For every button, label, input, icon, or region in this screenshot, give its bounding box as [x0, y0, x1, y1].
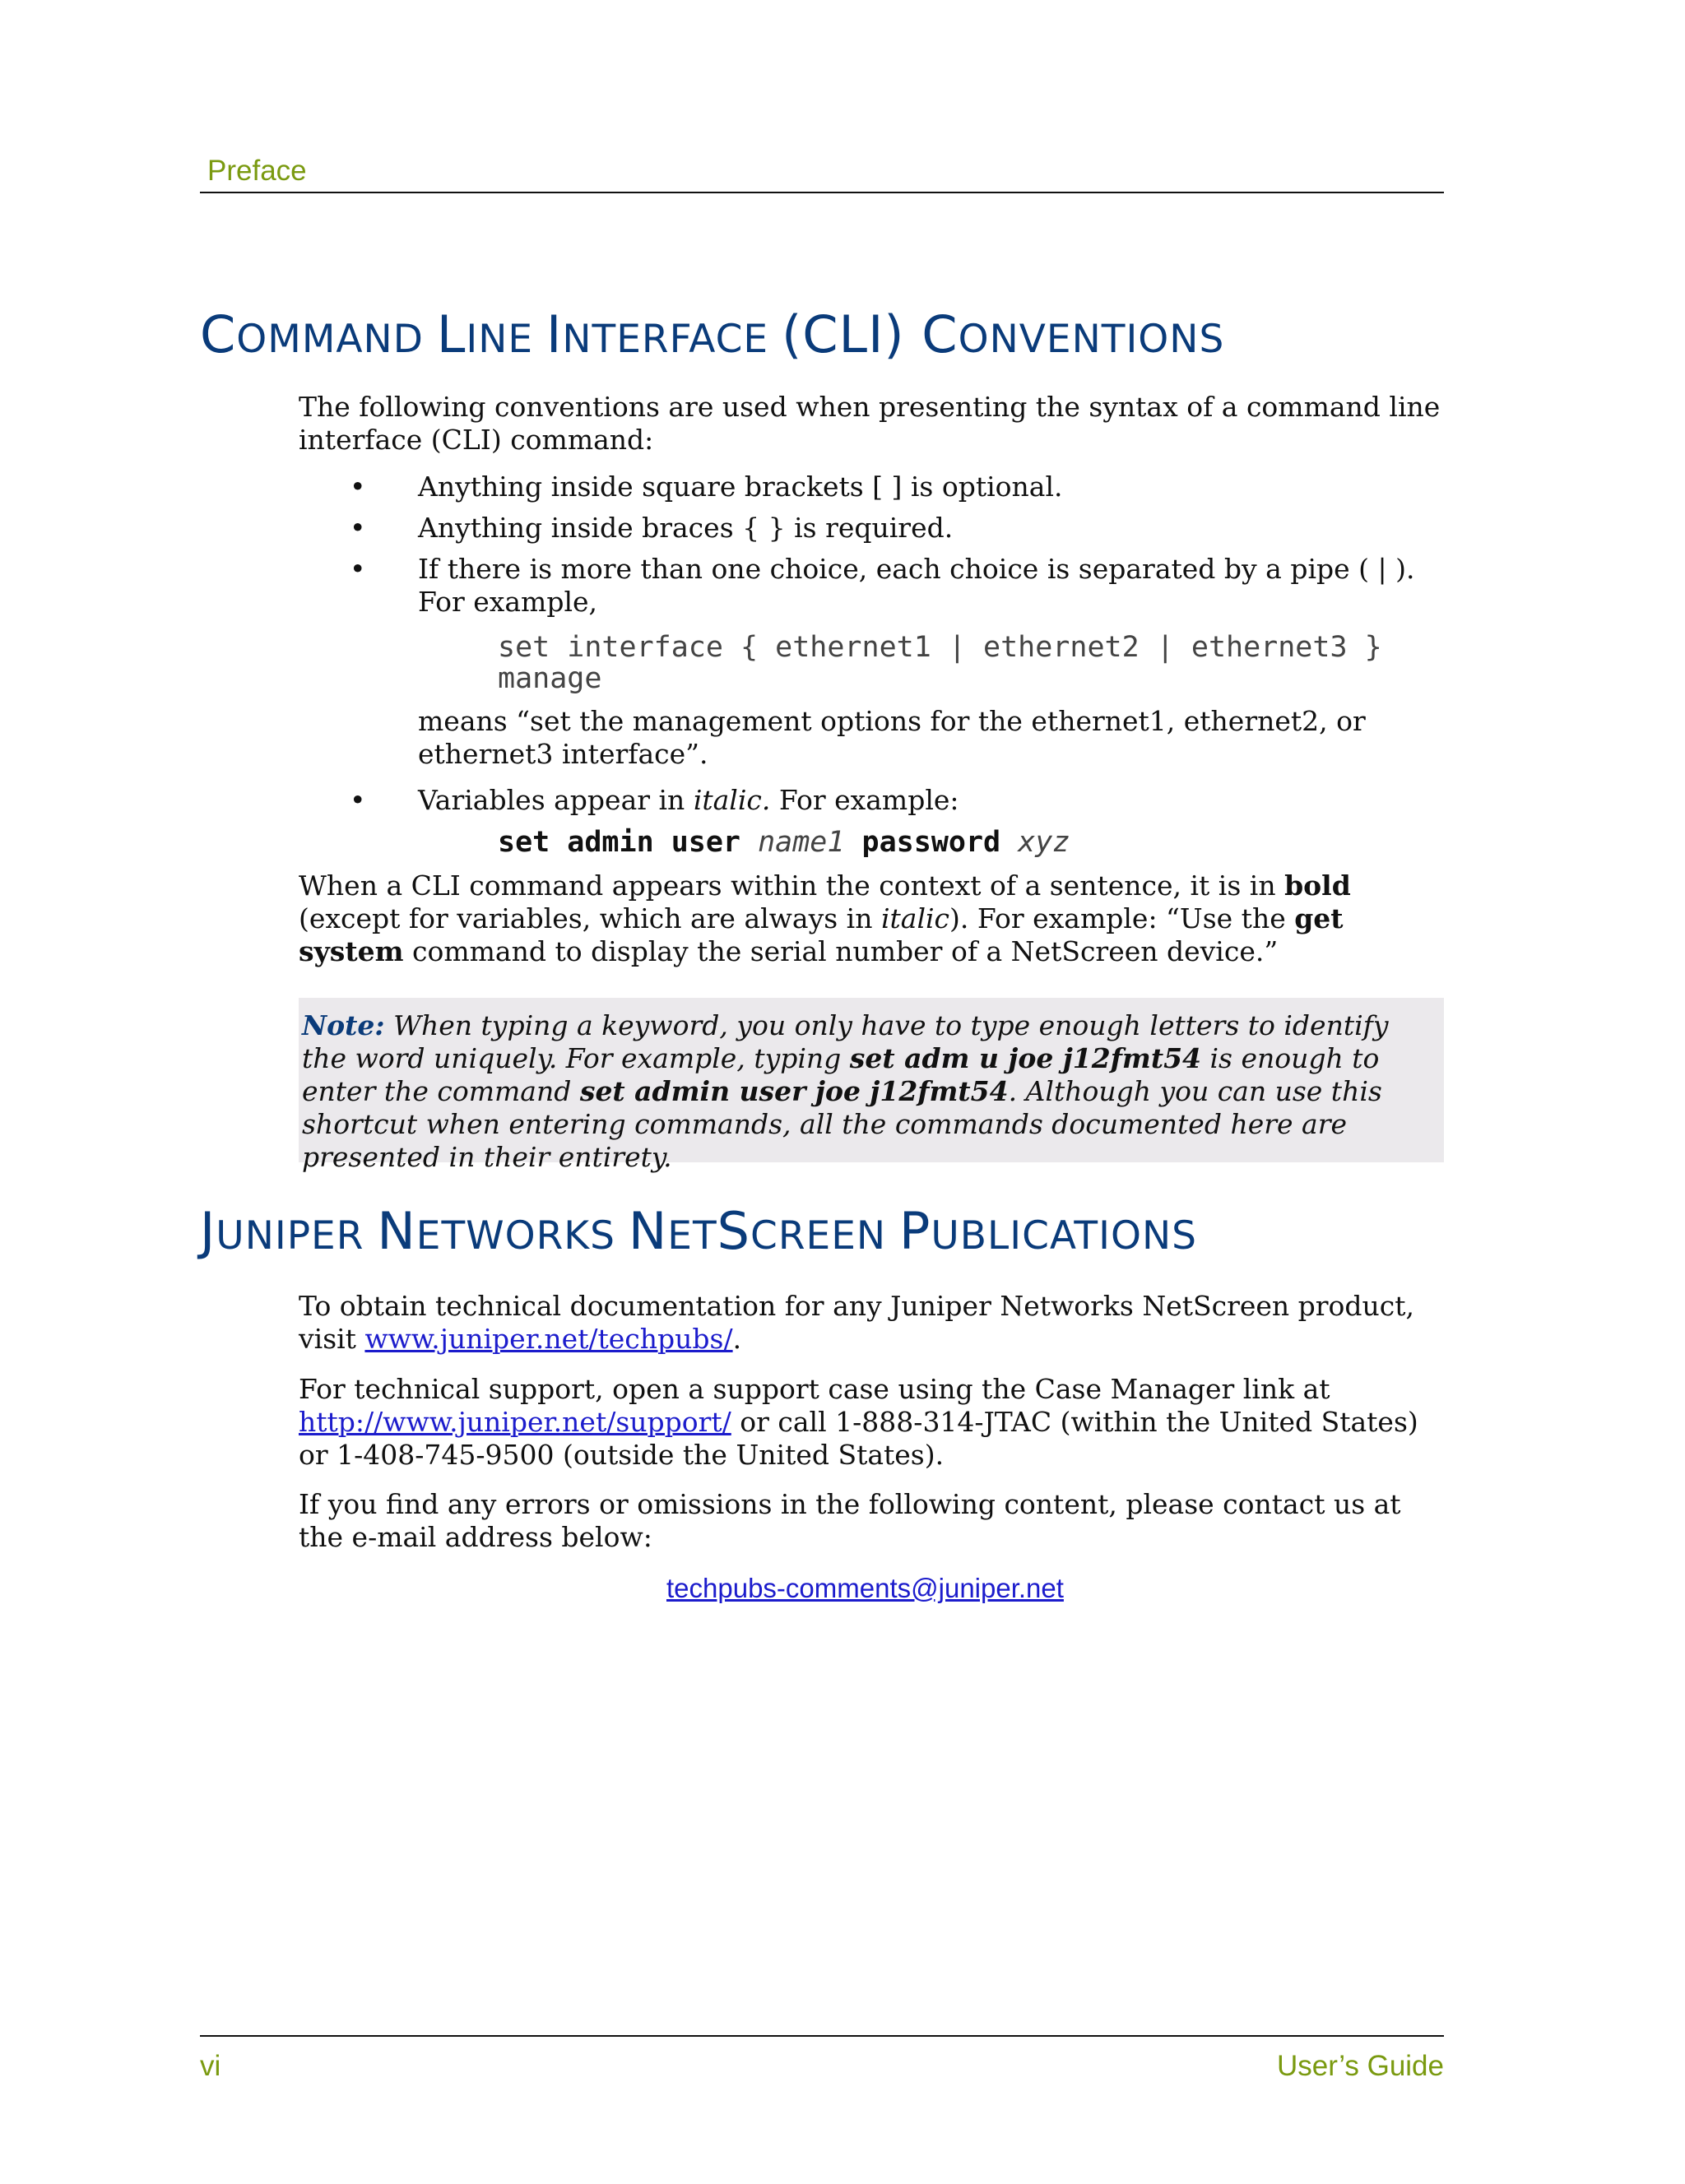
- example-meaning: means “set the management options for the ethernet1, ethernet2, or ethernet3 interface”.: [418, 705, 1366, 770]
- heading-part: L: [436, 304, 467, 364]
- heading-part: N: [377, 1201, 416, 1261]
- heading-part: J: [200, 1201, 216, 1261]
- code-line: set interface { ethernet1 | ethernet2 | ethernet3 }: [498, 631, 1382, 664]
- text-run: . Although you can use this shortcut when entering commands, all the commands documented here are presented in their entirety.: [302, 1075, 1382, 1173]
- text-run: When typing a keyword, you only have to type enough letters to identify the word uniquely. For example, typing: [302, 1009, 1389, 1074]
- heading-part: UNIPER: [216, 1213, 378, 1259]
- note-label: Note:: [302, 1009, 385, 1041]
- note-box: [299, 998, 1444, 1173]
- code-variable: name1: [758, 826, 845, 859]
- heading-part: CREEN: [750, 1213, 899, 1259]
- pubs-paragraph-2: [299, 1373, 1444, 1472]
- text-run: For technical support, open a support case using the Case Manager link at: [299, 1373, 1330, 1405]
- heading-part: ETWORKS: [415, 1213, 629, 1259]
- variables-code: [498, 827, 1070, 858]
- text-run: ). For example: “Use the: [949, 902, 1295, 934]
- text-run: To obtain technical documentation for any Juniper Networks NetScreen product, visit: [299, 1290, 1415, 1355]
- text-run: When a CLI command appears within the context of a sentence, it is in: [299, 869, 1285, 902]
- heading-part: INE: [466, 317, 547, 362]
- page-number: vi: [200, 2050, 221, 2082]
- italic-run: italic: [880, 902, 950, 934]
- heading-part: UBLICATIONS: [931, 1213, 1197, 1259]
- text-run: (except for variables, which are always in: [299, 902, 881, 934]
- heading-part: C: [921, 304, 959, 364]
- text-run: If you find any errors or omissions in the following content, please contact us at the e-mail address below:: [299, 1488, 1401, 1553]
- heading-part: NTERFACE: [562, 317, 782, 362]
- techpubs-link[interactable]: www.juniper.net/techpubs/: [364, 1323, 733, 1355]
- heading-part: S: [717, 1201, 751, 1261]
- heading-part: ONVENTIONS: [958, 317, 1225, 362]
- heading-cli-conventions: [200, 304, 1224, 364]
- list-item-text: Anything inside square brackets [ ] is optional.: [418, 471, 1063, 503]
- bold-run: set adm u joe j12fmt54: [849, 1042, 1202, 1074]
- code-keyword: password: [861, 826, 1001, 859]
- heading-part: OMMAND: [236, 317, 437, 362]
- code-keyword: set admin user: [498, 826, 741, 859]
- pubs-paragraph-1: [299, 1290, 1444, 1356]
- list-item-text: Anything inside braces { } is required.: [418, 512, 954, 544]
- heading-part: N: [628, 1201, 668, 1261]
- text-run: command to display the serial number of a NetScreen device.”: [403, 935, 1279, 967]
- running-header: Preface: [207, 155, 307, 187]
- bold-convention-paragraph: [299, 869, 1444, 968]
- heading-part: (CLI): [782, 304, 922, 364]
- email-link[interactable]: techpubs-comments@juniper.net: [666, 1573, 1064, 1603]
- heading-part: ET: [667, 1213, 717, 1259]
- bold-run: get system: [299, 902, 1344, 967]
- bold-run: bold: [1284, 869, 1351, 902]
- bold-run: set admin user joe j12fmt54: [579, 1075, 1009, 1107]
- cli-intro: [299, 391, 1444, 457]
- example-code: [498, 632, 1382, 694]
- text-run: or call 1-888-314-JTAC (within the United States) or 1-408-745-9500 (outside the United States).: [299, 1406, 1418, 1471]
- text-run: .: [732, 1323, 742, 1355]
- pubs-paragraph-3: [299, 1488, 1444, 1554]
- text-run: is enough to enter the command: [302, 1042, 1380, 1107]
- bullet-icon: •: [350, 471, 366, 503]
- italic-run: italic.: [693, 784, 771, 816]
- list-item-text: If there is more than one choice, each choice is separated by a pipe ( | ). For example,: [418, 553, 1415, 618]
- code-line: manage: [498, 662, 602, 695]
- note-text: [302, 1009, 1437, 1174]
- footer-title: User’s Guide: [1277, 2050, 1444, 2082]
- text-run: Variables appear in: [418, 784, 694, 816]
- heading-part: I: [546, 304, 563, 364]
- list-item-text: [418, 784, 1444, 817]
- bullet-icon: •: [350, 784, 366, 816]
- bullet-icon: •: [350, 553, 366, 585]
- support-link[interactable]: http://www.juniper.net/support/: [299, 1406, 731, 1438]
- cli-intro-text: The following conventions are used when presenting the syntax of a command line interface (CLI) command:: [299, 391, 1441, 456]
- footer-rule: [200, 2035, 1444, 2037]
- heading-publications: [200, 1201, 1197, 1261]
- heading-part: P: [899, 1201, 931, 1261]
- code-variable: xyz: [1018, 826, 1070, 859]
- text-run: For example:: [770, 784, 959, 816]
- heading-part: C: [200, 304, 237, 364]
- bullet-icon: •: [350, 512, 366, 544]
- header-rule: [200, 192, 1444, 193]
